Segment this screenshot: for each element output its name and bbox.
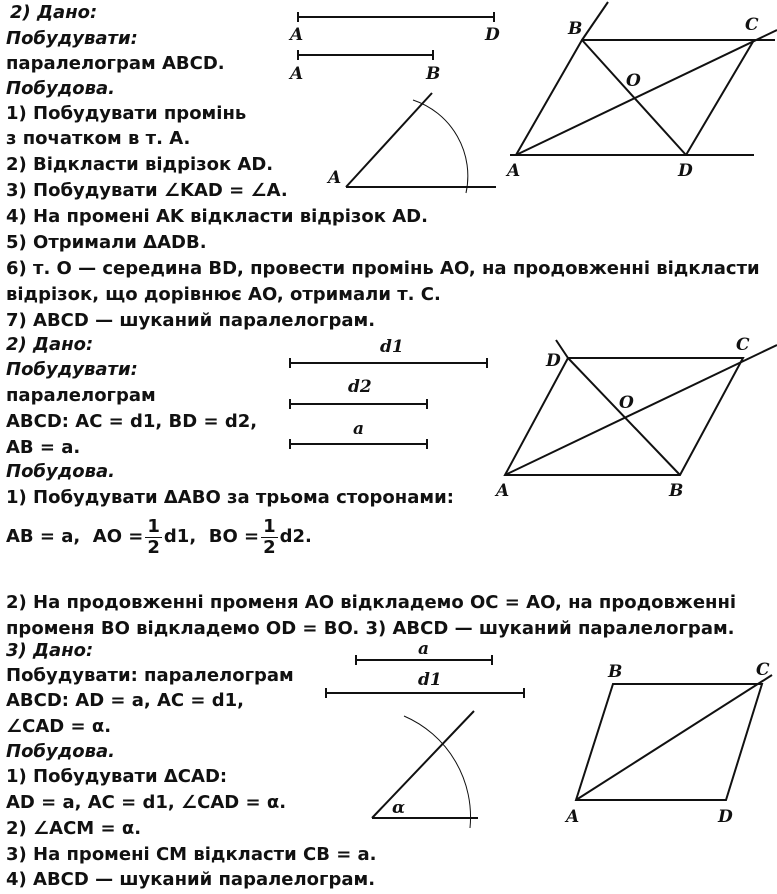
label-angle-a: A [328,168,342,188]
s2-construct: Побудувати: [6,359,138,380]
label-seg1-d: D [485,25,500,45]
label-s2-pa: A [496,481,510,501]
label-s3-pc: C [756,660,770,680]
formula-bo: BO = [208,526,260,547]
s3-step1: 1) Побудувати ΔCAD: [6,766,228,787]
label-s3-pd: D [718,807,733,827]
s1-construction: Побудова. [6,78,116,99]
s2-given: 2) Дано: [6,334,94,355]
s2-condition2: AB = a. [6,437,81,458]
s3-step3: 3) На промені CM відкласти CB = a. [6,844,377,865]
s2-given-segments [290,337,487,449]
label-s2-po: O [619,393,634,413]
formula-d2: d2. [279,526,312,547]
frac-den-2: 2 [263,536,276,558]
s1-target: паралелограм ABCD. [6,53,225,74]
s3-construction: Побудова. [6,741,116,762]
s1-step4: 4) На промені AK відкласти відрізок AD. [6,206,428,227]
s2-construction: Побудова. [6,461,116,482]
label-s1-c: C [745,15,759,35]
s3-parallelogram [564,660,772,827]
s1-angle [326,93,496,193]
label-alpha: α [392,798,406,818]
s2-step2: 2) На продовженні променя AO відкладемо OC = AO, на продовженні променя BO відкладемо OD = BO. 3) ABCD — шуканий паралелограм. [6,592,737,639]
frac-num-1: 1 [147,515,160,537]
label-s2-pc: C [736,335,750,355]
s1-step1b: з початком в т. A. [6,128,191,149]
s1-given: 2) Дано: [10,2,98,23]
s3-step4: 4) ABCD — шуканий паралелограм. [6,869,376,890]
s1-step2: 2) Відкласти відрізок AD. [6,154,274,175]
label-s2-a: a [353,419,365,439]
formula-ab: AB = a, [6,526,81,547]
s3-step2: 2) ∠ACM = α. [6,818,142,839]
s1-construct: Побудувати: [6,28,138,49]
label-s1-o: O [626,71,641,91]
s2-condition1: ABCD: AC = d1, BD = d2, [6,411,258,432]
s3-condition1: ABCD: AD = a, AC = d1, [6,690,245,711]
label-seg2-b: B [426,64,441,84]
label-s2-pd: D [546,351,561,371]
frac-den-1: 2 [147,536,160,558]
s3-construct: Побудувати: паралелограм [6,665,294,686]
label-s3-a: a [418,639,430,659]
s2-target: паралелограм [6,385,156,406]
s3-condition2: ∠CAD = α. [6,716,112,737]
label-s1-d: D [678,161,693,181]
formula-d1: d1, [163,526,197,547]
s1-given-segments [288,12,500,84]
label-seg1-a: A [290,25,304,45]
s3-given-segments [326,639,524,698]
frac-num-2: 1 [263,515,276,537]
label-s2-d2: d2 [348,377,372,397]
s1-step3: 3) Побудувати ∠KAD = ∠A. [6,180,288,201]
label-s1-a: A [507,161,521,181]
s1-step1a: 1) Побудувати промінь [6,103,247,124]
label-s2-d1: d1 [380,337,404,357]
s3-step1b: AD = a, AC = d1, ∠CAD = α. [6,792,287,813]
label-s3-d1: d1 [418,670,442,690]
label-seg2-a: A [290,64,304,84]
s1-parallelogram [505,2,777,181]
s2-parallelogram [494,335,777,501]
label-s3-pb: B [608,662,623,682]
s3-angle [372,711,478,828]
label-s2-pb: B [669,481,684,501]
formula-ao: AO = [92,526,144,547]
s2-step1: 1) Побудувати ΔABO за трьома сторонами: [6,487,454,508]
label-s1-b: B [568,19,583,39]
label-s3-pa: A [566,807,580,827]
s1-step6: 6) т. O — середина BD, провести промінь AO, на продовженні відкласти відрізок, що дорівнює AO, отримали т. C. [6,258,760,305]
s1-step7: 7) ABCD — шуканий паралелограм. [6,310,376,331]
s1-step5: 5) Отримали ΔADB. [6,232,207,253]
s3-given: 3) Дано: [6,640,94,661]
